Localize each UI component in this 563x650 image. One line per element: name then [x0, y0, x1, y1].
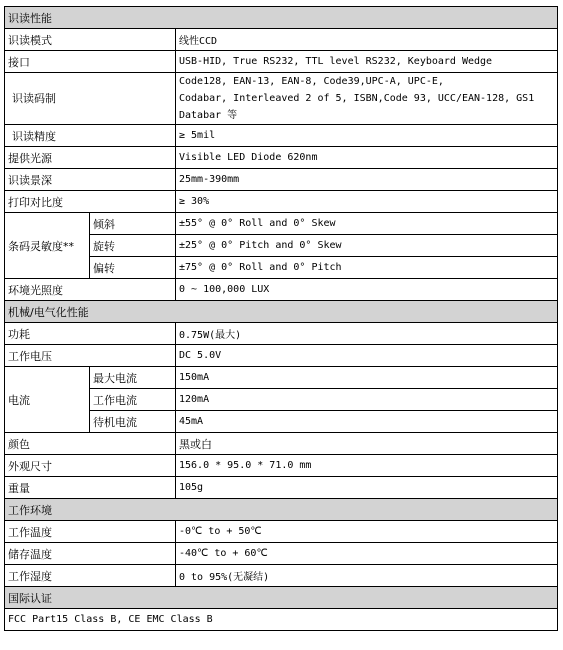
- value-reading-mode: 线性CCD: [176, 29, 558, 51]
- table-row: [5, 147, 558, 169]
- value-sensitivity-pitch: ±55° @ 0° Roll and 0° Skew: [176, 213, 558, 235]
- table-row: [5, 125, 558, 147]
- value-operating-temp: -0℃ to + 50℃: [176, 521, 558, 543]
- section-environment: 工作环境: [5, 499, 558, 521]
- label-dimensions: 外观尺寸: [5, 455, 176, 477]
- label-depth-of-field: 识读景深: [5, 169, 176, 191]
- label-current-standby: 待机电流: [90, 411, 176, 433]
- table-row: [5, 477, 558, 499]
- label-symbologies: 识读码制: [5, 73, 176, 125]
- table-row: [5, 191, 558, 213]
- value-voltage: DC 5.0V: [176, 345, 558, 367]
- value-light-source: Visible LED Diode 620nm: [176, 147, 558, 169]
- label-operating-temp: 工作温度: [5, 521, 176, 543]
- label-sensitivity-roll: 旋转: [90, 235, 176, 257]
- value-depth-of-field: 25mm-390mm: [176, 169, 558, 191]
- label-color: 颜色: [5, 433, 176, 455]
- table-row: [5, 323, 558, 345]
- section-mechanical-electrical: 机械/电气化性能: [5, 301, 558, 323]
- value-sensitivity-skew: ±75° @ 0° Roll and 0° Pitch: [176, 257, 558, 279]
- value-weight: 105g: [176, 477, 558, 499]
- value-certification: FCC Part15 Class B, CE EMC Class B: [5, 609, 558, 631]
- table-row: [5, 521, 558, 543]
- symbologies-line: Codabar, Interleaved 2 of 5, ISBN,Code 93, UCC/EAN-128, GS1: [179, 93, 535, 104]
- value-interface: USB-HID, True RS232, TTL level RS232, Keyboard Wedge: [176, 51, 558, 73]
- table-row: [5, 367, 558, 389]
- section-certification: 国际认证: [5, 587, 558, 609]
- value-current-standby: 45mA: [176, 411, 558, 433]
- value-color: 黑或白: [176, 433, 558, 455]
- label-sensitivity-skew: 偏转: [90, 257, 176, 279]
- section-reading-performance: 识读性能: [5, 7, 558, 29]
- table-row: [5, 609, 558, 631]
- value-power: 0.75W(最大): [176, 323, 558, 345]
- table-row: [5, 433, 558, 455]
- table-row: [5, 29, 558, 51]
- value-dimensions: 156.0 * 95.0 * 71.0 mm: [176, 455, 558, 477]
- value-sensitivity-roll: ±25° @ 0° Pitch and 0° Skew: [176, 235, 558, 257]
- table-row: [5, 565, 558, 587]
- label-current-max: 最大电流: [90, 367, 176, 389]
- value-current-max: 150mA: [176, 367, 558, 389]
- label-sensitivity-pitch: 倾斜: [90, 213, 176, 235]
- value-print-contrast: ≥ 30%: [176, 191, 558, 213]
- label-reading-mode: 识读模式: [5, 29, 176, 51]
- value-current-operating: 120mA: [176, 389, 558, 411]
- label-ambient-light: 环境光照度: [5, 279, 176, 301]
- spec-table: [4, 6, 558, 631]
- label-voltage: 工作电压: [5, 345, 176, 367]
- value-storage-temp: -40℃ to + 60℃: [176, 543, 558, 565]
- value-precision: ≥ 5mil: [176, 125, 558, 147]
- value-symbologies: [176, 73, 558, 125]
- symbologies-line: Code128, EAN-13, EAN-8, Code39,UPC-A, UPC-E,: [179, 76, 444, 87]
- label-storage-temp: 储存温度: [5, 543, 176, 565]
- table-row: [5, 169, 558, 191]
- symbologies-line: Databar 等: [179, 110, 238, 121]
- table-row: [5, 345, 558, 367]
- label-interface: 接口: [5, 51, 176, 73]
- value-ambient-light: 0 ~ 100,000 LUX: [176, 279, 558, 301]
- table-row: [5, 51, 558, 73]
- table-row: [5, 279, 558, 301]
- label-print-contrast: 打印对比度: [5, 191, 176, 213]
- table-row: [5, 455, 558, 477]
- table-row: [5, 213, 558, 235]
- label-power: 功耗: [5, 323, 176, 345]
- label-light-source: 提供光源: [5, 147, 176, 169]
- label-sensitivity: 条码灵敏度**: [5, 213, 90, 279]
- table-row: [5, 73, 558, 125]
- label-humidity: 工作湿度: [5, 565, 176, 587]
- label-precision: 识读精度: [5, 125, 176, 147]
- label-weight: 重量: [5, 477, 176, 499]
- label-current: 电流: [5, 367, 90, 433]
- label-current-operating: 工作电流: [90, 389, 176, 411]
- value-humidity: 0 to 95%(无凝结): [176, 565, 558, 587]
- table-row: [5, 543, 558, 565]
